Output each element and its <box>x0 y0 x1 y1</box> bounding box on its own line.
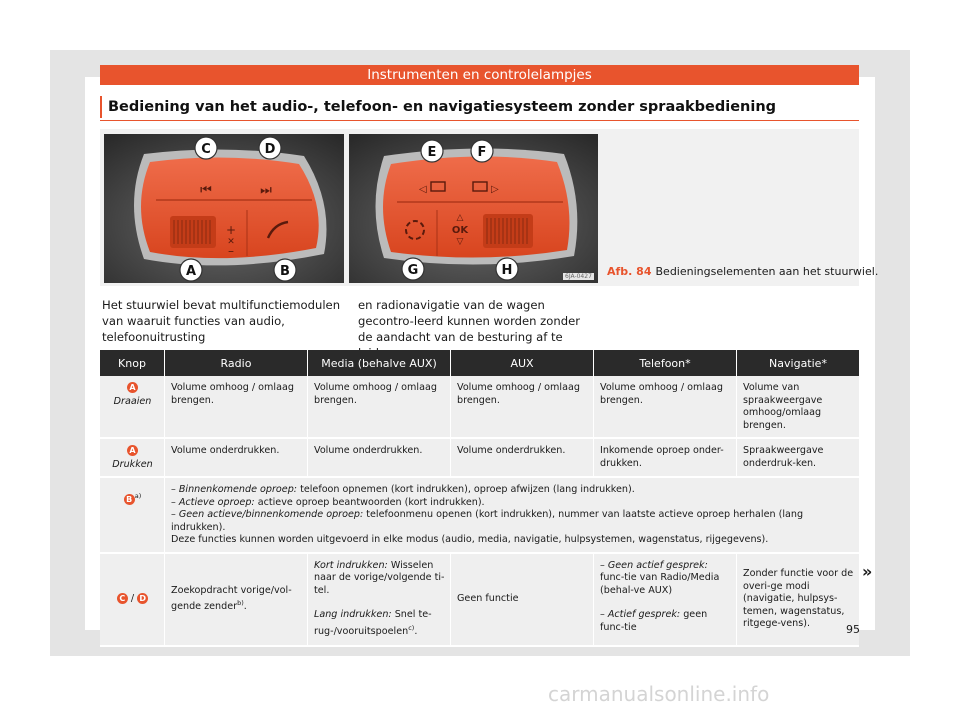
table-cell: Volume van spraakweergave omhoog/omlaag brengen. <box>737 376 860 438</box>
col-aux: AUX <box>451 350 594 376</box>
key-cell <box>100 553 165 646</box>
prev-track-icon: ⏮ <box>200 183 212 198</box>
footnote-mark: a) <box>134 492 142 500</box>
table-header-row <box>100 350 859 376</box>
section-title: Bediening van het audio-, telefoon- en navigatiesysteem zonder spraakbediening <box>108 99 777 115</box>
figure-caption <box>607 265 878 278</box>
col-knop: Knop <box>100 350 165 376</box>
title-accent-bar <box>100 96 102 118</box>
table-cell-span <box>165 477 860 553</box>
figure-number: Afb. 84 <box>607 265 652 278</box>
key-cell <box>100 376 165 438</box>
key-action: Drukken <box>112 458 153 470</box>
active-call-line: – Actieve oproep: actieve oproep beantwoorden (kort indrukken). <box>171 496 485 508</box>
table-cell: Volume onderdrukken. <box>451 438 594 477</box>
table-cell: – Geen actief gesprek: func-tie van Radio/Media (behal-ve AUX) – Actief gesprek: geen func-tie <box>594 553 737 646</box>
key-badge: A <box>127 382 138 393</box>
col-telefoon: Telefoon* <box>594 350 737 376</box>
key-badge: A <box>127 445 138 456</box>
table-cell: Volume omhoog / omlaag brengen. <box>594 376 737 438</box>
controls-table <box>100 350 859 647</box>
key-action: Draaien <box>113 395 152 407</box>
page-number: 95 <box>846 623 860 636</box>
watermark: carmanualsonline.info <box>548 682 770 706</box>
no-call-line: – Geen actieve/binnenkomende oproep: telefoonmenu openen (kort indrukken), nummer van laatste actieve oproep herhalen (lang indrukken). <box>171 509 804 533</box>
col-media: Media (behalve AUX) <box>308 350 451 376</box>
svg-text:▽: ▽ <box>456 237 464 247</box>
intro-right: en radionavigatie van de wagen gecontro-leerd kunnen worden zonder de aandacht van de besturing af te <box>358 298 580 344</box>
svg-text:▷: ▷ <box>491 184 499 195</box>
svg-text:△: △ <box>456 213 464 223</box>
col-navigatie: Navigatie* <box>737 350 860 376</box>
table-cell: Volume onderdrukken. <box>165 438 308 477</box>
figure-code: 6JA-0427 <box>565 273 592 280</box>
table-cell: Volume omhoog / omlaag brengen. <box>165 376 308 438</box>
key-badge: C <box>117 593 128 604</box>
table-cell: Kort indrukken: Wisselen naar de vorige/volgende ti-tel. Lang indrukken: Snel te-rug-/vooruitspoelen$^{c)}$. <box>308 553 451 646</box>
table-cell: Volume onderdrukken. <box>308 438 451 477</box>
svg-text:◁: ◁ <box>419 184 427 195</box>
col-radio: Radio <box>165 350 308 376</box>
callout-b: B <box>280 264 290 279</box>
next-track-icon: ⏭ <box>260 183 272 198</box>
table-row <box>100 438 859 477</box>
table-cell: Inkomende oproep onder-drukken. <box>594 438 737 477</box>
table-cell: Zoekopdracht vorige/vol-gende zender$^{b)}$. <box>165 553 308 646</box>
ok-label: OK <box>451 225 469 236</box>
key-cell <box>100 477 165 553</box>
modes-note: Deze functies kunnen worden uitgevoerd in elke modus (audio, media, navigatie, hulpsystemen, wagenstatus, rijgegevens). <box>171 534 769 545</box>
figure-caption-text: Bedieningselementen aan het stuurwiel. <box>655 265 879 278</box>
intro-left: Het stuurwiel bevat multifunctiemodulen van waaruit functies van audio, telefoonuitrusting <box>102 298 341 344</box>
table-cell: Volume omhoog / omlaag brengen. <box>451 376 594 438</box>
key-badge: B <box>124 494 135 505</box>
table-cell: Volume omhoog / omlaag brengen. <box>308 376 451 438</box>
svg-text:+: + <box>225 223 237 237</box>
incoming-call-line: – Binnenkomende oproep: telefoon opnemen (kort indrukken), oproep afwijzen (lang indrukken). <box>171 484 635 495</box>
callout-d: D <box>264 142 276 157</box>
svg-text:–: – <box>228 244 234 258</box>
table-cell: Geen functie <box>451 553 594 646</box>
callout-h: H <box>501 263 513 278</box>
chapter-band: Instrumenten en controlelampjes <box>100 65 859 85</box>
left-controls-photo <box>104 134 344 283</box>
continue-mark: » <box>862 562 873 581</box>
table-row <box>100 553 859 646</box>
table-row <box>100 477 859 553</box>
table-row <box>100 376 859 438</box>
table-cell: Spraakweergave onderdruk-ken. <box>737 438 860 477</box>
right-controls-photo <box>349 134 598 283</box>
key-badge: D <box>137 593 148 604</box>
callout-g: G <box>407 263 419 278</box>
table-cell: Zonder functie voor de overi-ge modi (navigatie, hulpsys-temen, wagenstatus, ritgege-vens). <box>737 553 860 646</box>
callout-c: C <box>201 142 211 157</box>
callout-a: A <box>185 264 197 279</box>
title-rule <box>100 120 859 121</box>
key-separator: / <box>130 593 135 605</box>
callout-f: F <box>477 145 487 160</box>
callout-e: E <box>427 145 437 160</box>
key-cell <box>100 438 165 477</box>
mute-icon: ✕ <box>227 237 235 247</box>
